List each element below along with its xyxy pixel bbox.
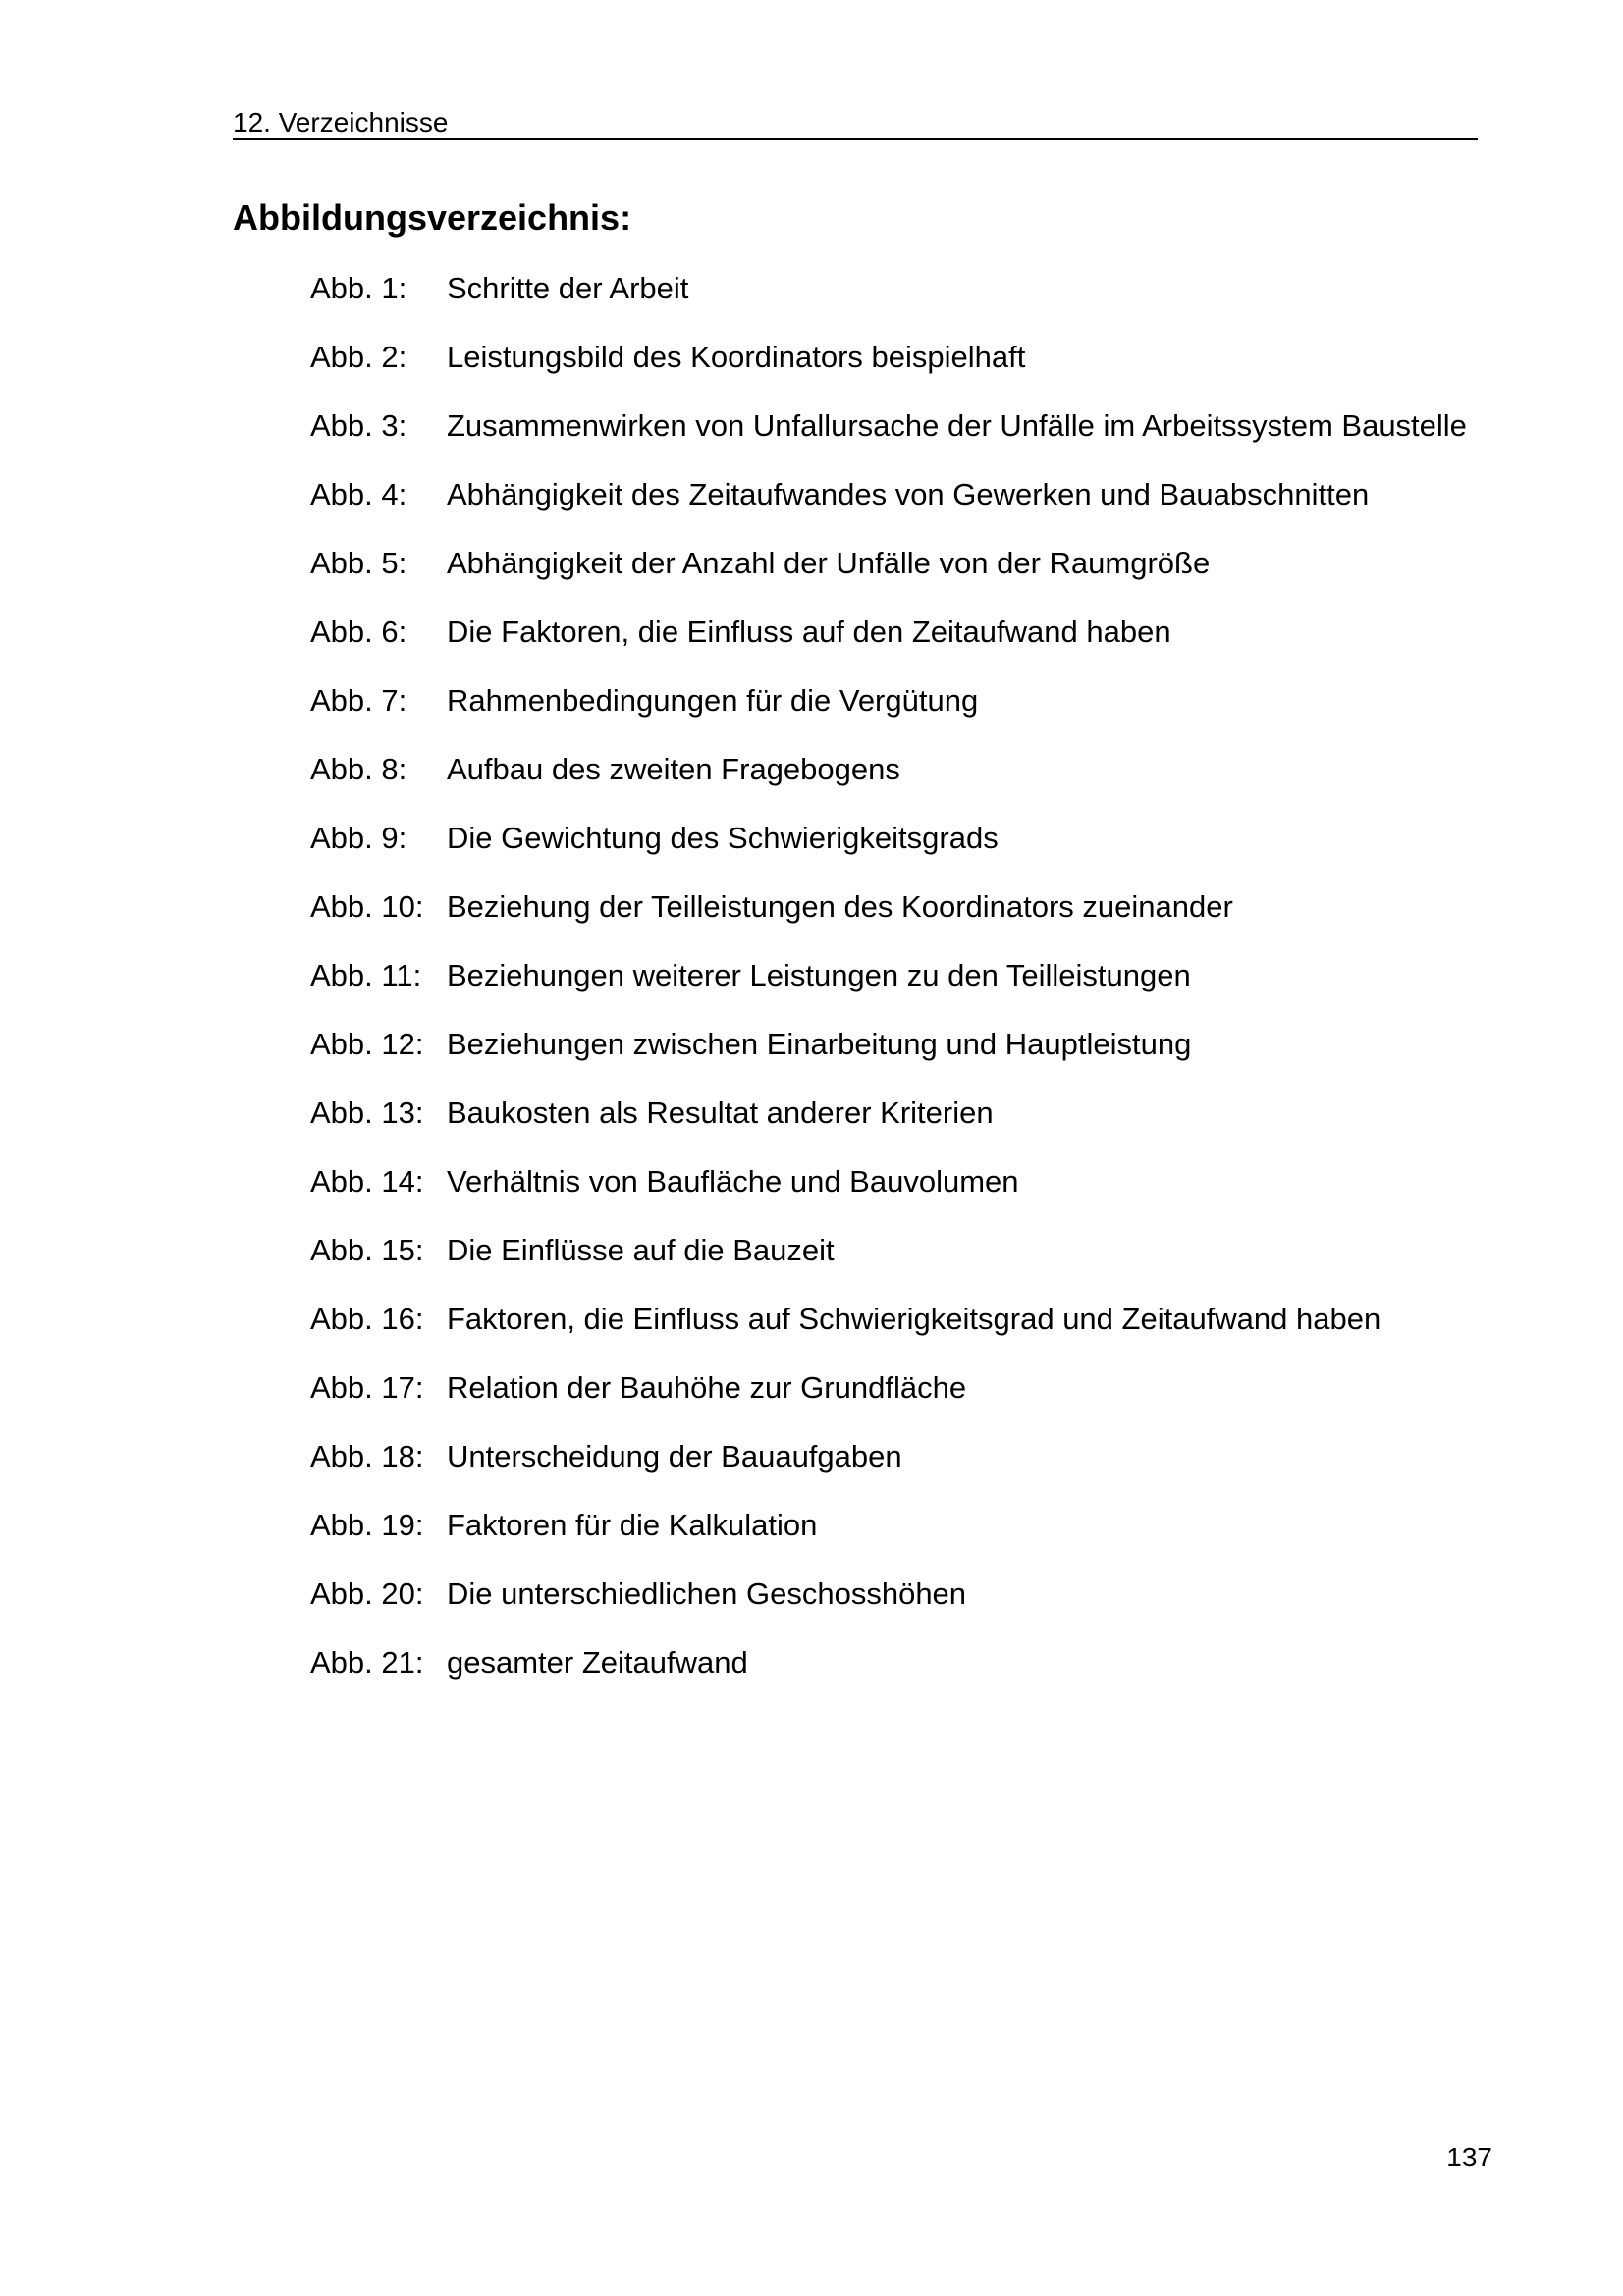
figure-label: Abb. 18:: [310, 1439, 424, 1473]
figure-label: Abb. 10:: [310, 889, 424, 924]
figure-title: Rahmenbedingungen für die Vergütung: [447, 683, 979, 718]
figure-title: Beziehung der Teilleistungen des Koordinators zueinander: [447, 889, 1233, 924]
figure-title: Zusammenwirken von Unfallursache der Unfälle im Arbeitssystem Baustelle: [447, 408, 1467, 443]
list-item: [310, 885, 1479, 954]
figure-title: Unterscheidung der Bauaufgaben: [447, 1439, 902, 1473]
list-item: [310, 542, 1479, 611]
list-item: [310, 267, 1479, 336]
figure-label: Abb. 11:: [310, 958, 422, 992]
figure-title: Die Einflüsse auf die Bauzeit: [447, 1233, 835, 1267]
figure-title: Baukosten als Resultat anderer Kriterien: [447, 1095, 994, 1130]
list-item: [310, 954, 1479, 1023]
list-item: [310, 1298, 1479, 1366]
list-item: [310, 473, 1479, 542]
figure-title: Die unterschiedlichen Geschosshöhen: [447, 1576, 967, 1611]
list-item: [310, 1160, 1479, 1229]
list-item: [310, 336, 1479, 404]
figure-title: Verhältnis von Baufläche und Bauvolumen: [447, 1164, 1019, 1199]
figure-title: Abhängigkeit der Anzahl der Unfälle von der Raumgröße: [447, 546, 1211, 580]
figure-title: Abhängigkeit des Zeitaufwandes von Gewerken und Bauabschnitten: [447, 477, 1370, 511]
figure-title: Aufbau des zweiten Fragebogens: [447, 752, 900, 786]
figure-label: Abb. 2:: [310, 340, 407, 374]
list-item: [310, 1023, 1479, 1092]
figure-label: Abb. 1:: [310, 271, 407, 305]
figure-title: Leistungsbild des Koordinators beispielhaft: [447, 340, 1026, 374]
figure-title: Schritte der Arbeit: [447, 271, 689, 305]
figure-label: Abb. 19:: [310, 1508, 424, 1542]
figure-label: Abb. 8:: [310, 752, 407, 786]
list-item: [310, 1504, 1479, 1573]
figure-label: Abb. 12:: [310, 1027, 424, 1061]
figure-title: Die Faktoren, die Einfluss auf den Zeitaufwand haben: [447, 614, 1171, 649]
figure-title: gesamter Zeitaufwand: [447, 1645, 748, 1680]
figure-label: Abb. 3:: [310, 408, 407, 443]
running-header: 12. Verzeichnisse: [233, 106, 1478, 140]
page-number: 137: [1446, 2142, 1492, 2172]
section-title: Abbildungsverzeichnis:: [233, 197, 632, 238]
figure-label: Abb. 9:: [310, 821, 407, 855]
list-item: [310, 1641, 1479, 1710]
list-item: [310, 611, 1479, 679]
figure-label: Abb. 15:: [310, 1233, 424, 1267]
figure-label: Abb. 16:: [310, 1302, 424, 1336]
figure-label: Abb. 7:: [310, 683, 407, 718]
figure-label: Abb. 20:: [310, 1576, 424, 1611]
list-item: [310, 679, 1479, 748]
figure-title: Beziehungen weiterer Leistungen zu den Teilleistungen: [447, 958, 1191, 992]
list-item: [310, 748, 1479, 817]
figure-label: Abb. 6:: [310, 614, 407, 649]
list-item: [310, 404, 1479, 473]
list-item: [310, 1435, 1479, 1504]
list-item: [310, 1229, 1479, 1298]
list-item: [310, 1573, 1479, 1641]
list-item: [310, 1092, 1479, 1160]
figure-label: Abb. 13:: [310, 1095, 424, 1130]
figure-title: Faktoren, die Einfluss auf Schwierigkeitsgrad und Zeitaufwand haben: [447, 1302, 1381, 1336]
list-item: [310, 1366, 1479, 1435]
list-item: [310, 817, 1479, 885]
figure-title: Relation der Bauhöhe zur Grundfläche: [447, 1370, 967, 1405]
figure-title: Die Gewichtung des Schwierigkeitsgrads: [447, 821, 999, 855]
figure-label: Abb. 5:: [310, 546, 407, 580]
figure-label: Abb. 21:: [310, 1645, 424, 1680]
figure-label: Abb. 17:: [310, 1370, 424, 1405]
figure-list: [310, 267, 1479, 1710]
figure-title: Beziehungen zwischen Einarbeitung und Hauptleistung: [447, 1027, 1192, 1061]
figure-label: Abb. 14:: [310, 1164, 424, 1199]
figure-title: Faktoren für die Kalkulation: [447, 1508, 818, 1542]
figure-label: Abb. 4:: [310, 477, 407, 511]
